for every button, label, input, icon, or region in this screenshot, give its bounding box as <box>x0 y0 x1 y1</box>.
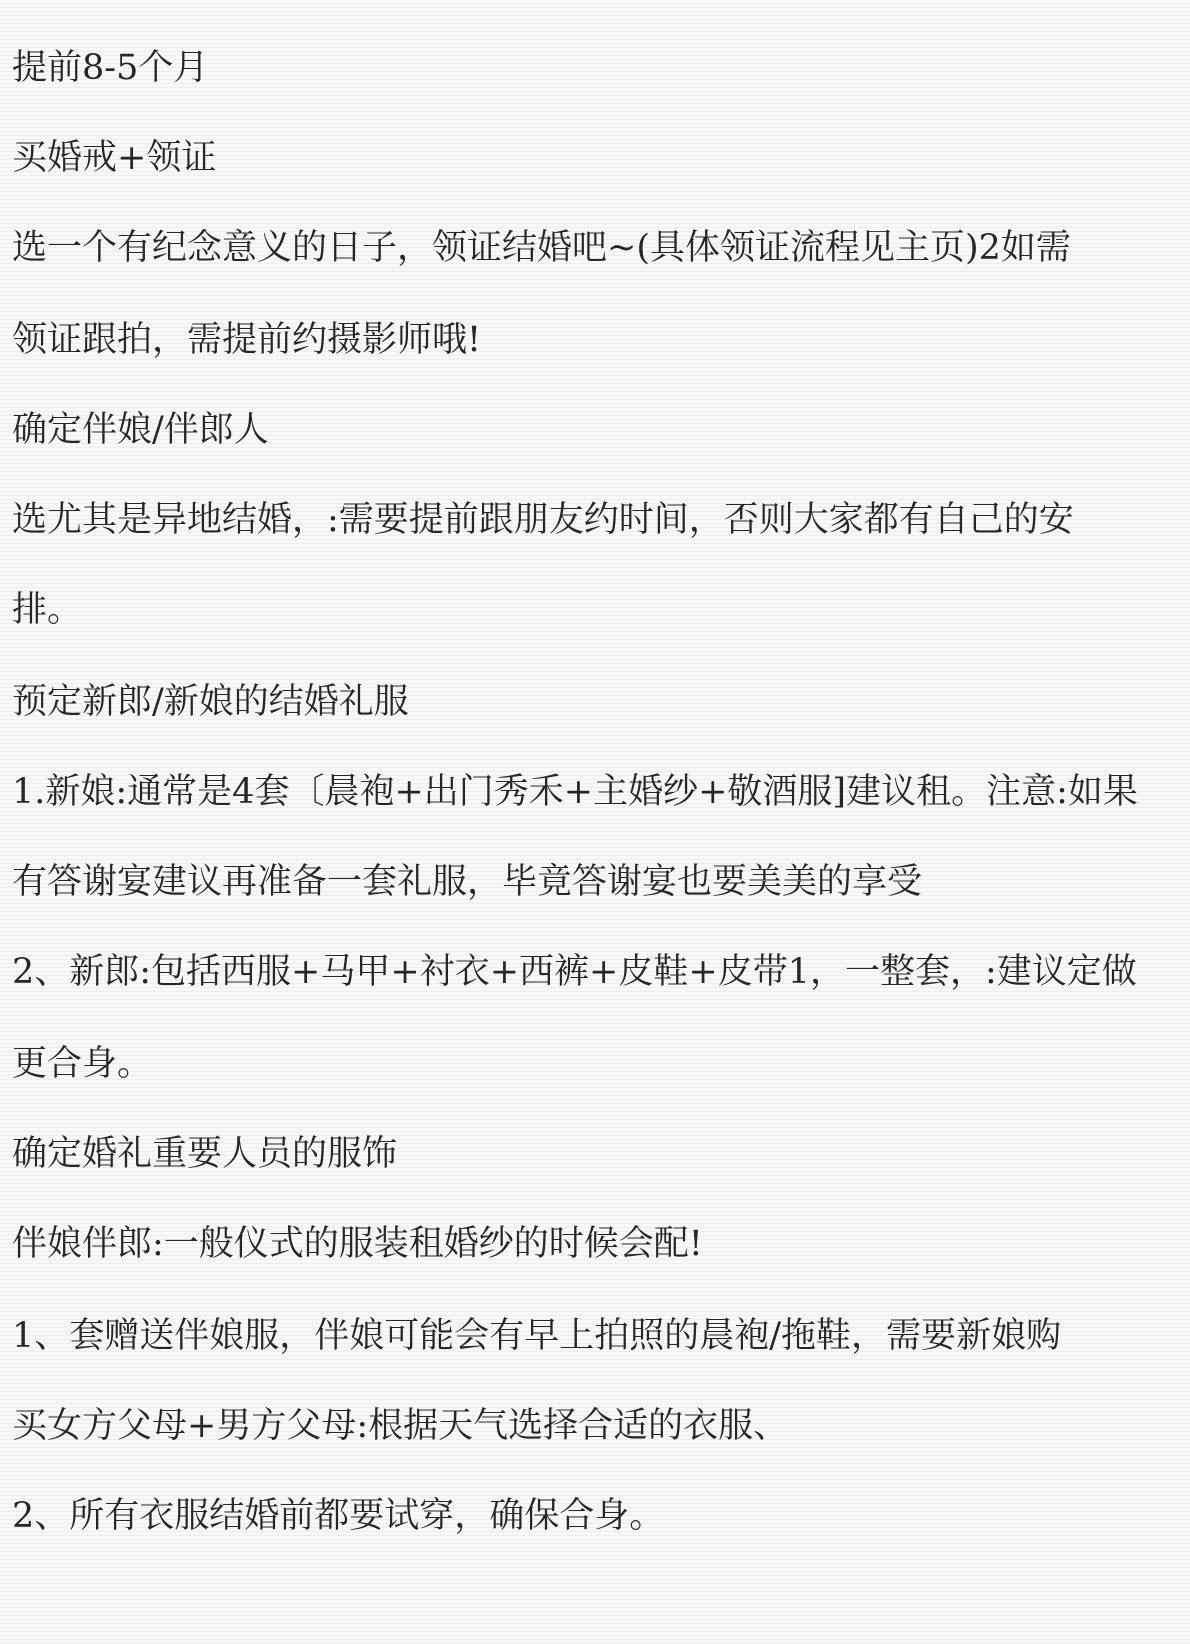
paragraph-line: 1.新娘:通常是4套〔晨袍+出门秀禾+主婚纱+敬酒服]建议租。注意:如果 <box>12 772 1138 812</box>
paragraph-line: 选尤其是异地结婚，:需要提前跟朋友约时间，否则大家都有自己的安 <box>12 500 1074 540</box>
paragraph-line: 更合身。 <box>12 1044 153 1084</box>
paragraph-line: 选一个有纪念意义的日子，领证结婚吧~(具体领证流程见主页)2如需 <box>12 228 1071 268</box>
section-heading-bridesmaids: 确定伴娘/伴郎人 <box>12 410 269 450</box>
section-heading-wedding-attire: 预定新郎/新娘的结婚礼服 <box>12 682 409 722</box>
section-heading-key-people-attire: 确定婚礼重要人员的服饰 <box>12 1134 398 1174</box>
section-heading-rings-license: 买婚戒+领证 <box>12 138 217 178</box>
paragraph-line: 1、套赠送伴娘服，伴娘可能会有早上拍照的晨袍/拖鞋，需要新娘购 <box>12 1316 1062 1356</box>
paragraph-line: 2、新郎:包括西服+马甲+衬衣+西裤+皮鞋+皮带1，一整套，:建议定做 <box>12 952 1137 992</box>
paragraph-line: 买女方父母+男方父母:根据天气选择合适的衣服、 <box>12 1406 789 1446</box>
paragraph-line: 领证跟拍，需提前约摄影师哦! <box>12 320 482 360</box>
section-heading-timeline: 提前8-5个月 <box>12 48 209 88</box>
paragraph-line: 2、所有衣服结婚前都要试穿，确保合身。 <box>12 1496 665 1536</box>
paragraph-line: 有答谢宴建议再准备一套礼服，毕竟答谢宴也要美美的享受 <box>12 862 923 902</box>
paragraph-line: 伴娘伴郎:一般仪式的服装租婚纱的时候会配! <box>12 1224 703 1264</box>
paragraph-line: 排。 <box>12 590 83 630</box>
